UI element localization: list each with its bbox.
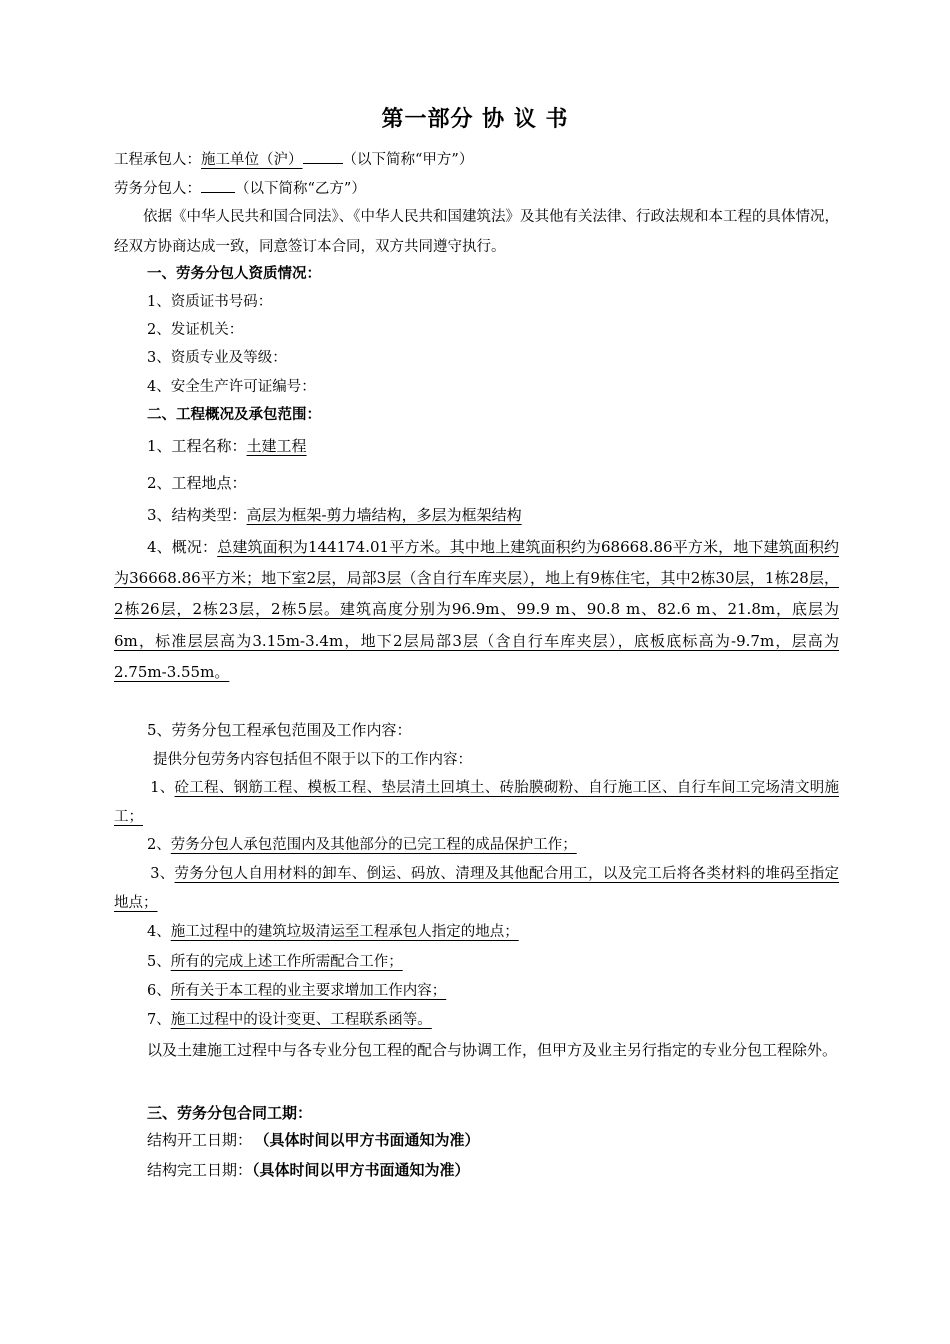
scope-intro: 提供分包劳务内容包括但不限于以下的工作内容： [153,752,472,768]
start-date-line [147,1130,480,1150]
page-title: 第一部分 协 议 书 [381,107,569,132]
scope-item [114,860,839,918]
scope-item-number: 6、 [147,983,171,999]
scope-item-number: 5、 [147,954,171,970]
section3-heading: 三、劳务分包合同工期： [147,1104,313,1122]
section1-heading: 一、劳务分包人资质情况： [147,266,321,282]
scope-item [147,1010,432,1030]
scope-item-number: 4、 [147,924,171,940]
scope-item-text: 劳务分包人承包范围内及其他部分的已完工程的成品保护工作； [170,837,577,853]
structure-value: 高层为框架-剪力墙结构，多层为框架结构 [246,506,522,524]
contractor-suffix: （以下简称“甲方”） [342,152,474,168]
start-date-label: 结构开工日期： [147,1131,253,1149]
scope-item [147,952,403,972]
scope-heading: 5、劳务分包工程承包范围及工作内容： [147,721,412,739]
contractor-blank [303,148,343,164]
end-date-line [147,1160,470,1180]
start-date-value: （具体时间以甲方书面通知为准） [262,1131,480,1149]
scope-item [147,835,577,855]
scope-item-number: 3、 [150,866,175,882]
qualification-item: 3、资质专业及等级： [147,350,287,366]
scope-item-number: 1、 [150,780,175,796]
scope-item [114,774,839,832]
scope-item-number: 2、 [147,837,171,853]
qualification-item: 4、安全生产许可证编号： [147,379,316,395]
section2-heading: 二、工程概况及承包范围： [147,407,321,423]
project-name-label: 1、工程名称： [147,437,247,455]
contractor-value: 施工单位（沪） [201,152,303,168]
subcontractor-blank [201,177,235,193]
project-name-line [147,436,307,456]
overview-paragraph [114,532,839,688]
scope-item-text: 所有的完成上述工作所需配合工作； [170,954,403,970]
overview-label: 4、概况： [147,538,218,556]
scope-item [147,922,519,942]
contractor-label: 工程承包人： [114,152,201,168]
structure-line [147,505,522,525]
overview-value: 总建筑面积为144174.01平方米。其中地上建筑面积约为68668.86平方米，地下建筑面积约为36668.86平方米；地下室2层，局部3层（含自行车库夹层），地上有9栋住宅，其中2栋30层，1栋28层，2栋26层，2栋23层，2栋5层。建筑高度分别为96.9m、99.9 m、90.8 m、82.6 m、21.8m，底层为6m，标准层层高为3.15m-3.4m，地下2层局部3层（含自行车库夹层），底板底标高为-9.7m，层高为2.75m-3.55m。 [114,538,839,681]
scope-item-text: 施工过程中的建筑垃圾清运至工程承包人指定的地点； [170,924,519,940]
structure-label: 3、结构类型： [147,506,247,524]
qualification-item: 2、发证机关： [147,322,244,338]
intro-paragraph: 依据《中华人民共和国合同法》、《中华人民共和国建筑法》及其他有关法律、行政法规和本工程的具体情况，经双方协商达成一致，同意签订本合同，双方共同遵守执行。 [114,209,839,255]
subcontractor-label: 劳务分包人： [114,181,201,197]
end-date-value: （具体时间以甲方书面通知为准） [252,1161,470,1179]
scope-item-text: 所有关于本工程的业主要求增加工作内容； [170,983,447,999]
end-date-label: 结构完工日期： [147,1161,253,1179]
subcontractor-suffix: （以下简称“乙方”） [235,181,366,197]
project-site-label: 2、工程地点： [147,474,247,492]
contractor-line [114,148,473,170]
scope-item-number: 7、 [147,1012,171,1028]
scope-item [147,981,446,1001]
scope-item-text: 砼工程、钢筋工程、模板工程、垫层清土回填土、砖胎膜砌粉、自行施工区、自行车间工完场清文明施工； [114,780,839,825]
scope-item-text: 劳务分包人自用材料的卸车、倒运、码放、清理及其他配合用工，以及完工后将各类材料的堆码至指定地点； [114,866,839,911]
subcontractor-line [114,177,366,199]
closing-paragraph: 以及土建施工过程中与各专业分包工程的配合与协调工作，但甲方及业主另行指定的专业分包工程除外。 [147,1041,838,1059]
scope-item-text: 施工过程中的设计变更、工程联系函等。 [170,1012,432,1028]
project-name-value: 土建工程 [246,437,307,455]
qualification-item: 1、资质证书号码： [147,294,273,310]
